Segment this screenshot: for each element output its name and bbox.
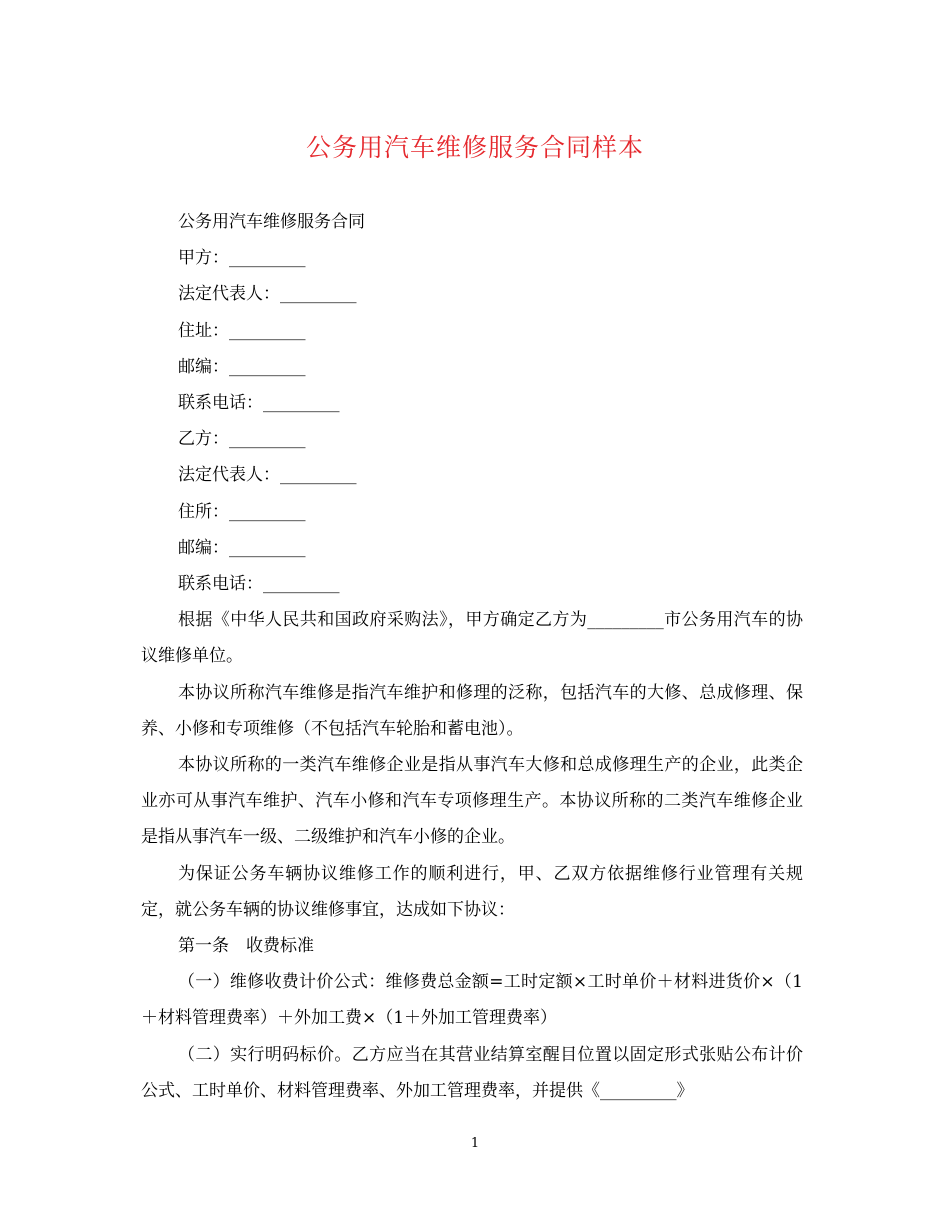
party-b-address-line: 住所：_________ xyxy=(178,501,306,522)
party-b-phone-line: 联系电话：_________ xyxy=(178,574,340,595)
article-paragraph: （一）维修收费计价公式：维修费总金额=工时定额×工时单价＋材料进货价×（1＋材料管理费率）＋外加工费×（1＋外加工管理费率） xyxy=(141,972,803,1029)
party-a-line: 甲方：_________ xyxy=(178,248,306,269)
party-b-postcode-line: 邮编：_________ xyxy=(178,537,306,558)
contract-name-line: 公务用汽车维修服务合同 xyxy=(178,212,365,232)
page-number: 1 xyxy=(470,1136,480,1151)
party-a-postcode-line: 邮编：_________ xyxy=(178,356,306,377)
document-title: 公务用汽车维修服务合同样本 xyxy=(305,133,644,162)
article-paragraph: （二）实行明码标价。乙方应当在其营业结算室醒目位置以固定形式张贴公布计价公式、工时单价、材料管理费率、外加工管理费率，并提供《_________》 xyxy=(141,1044,803,1101)
party-b-line: 乙方：_________ xyxy=(178,429,306,450)
body-paragraph: 为保证公务车辆协议维修工作的顺利进行，甲、乙双方依据维修行业管理有关规定，就公务车辆的协议维修事宜，达成如下协议： xyxy=(141,863,803,920)
body-paragraph: 本协议所称汽车维修是指汽车维护和修理的泛称，包括汽车的大修、总成修理、保养、小修和专项维修（不包括汽车轮胎和蓄电池）。 xyxy=(141,682,803,739)
body-paragraph: 本协议所称的一类汽车维修企业是指从事汽车大修和总成修理生产的企业，此类企业亦可从事汽车维护、汽车小修和汽车专项修理生产。本协议所称的二类汽车维修企业是指从事汽车一级、二级维护和汽车小修的企业。 xyxy=(141,755,803,848)
party-b-representative-line: 法定代表人：_________ xyxy=(178,465,357,486)
party-a-phone-line: 联系电话：_________ xyxy=(178,393,340,414)
document-body xyxy=(141,204,803,1109)
party-a-address-line: 住址：_________ xyxy=(178,320,306,341)
body-paragraph: 根据《中华人民共和国政府采购法》，甲方确定乙方为_________市公务用汽车的协议维修单位。 xyxy=(141,610,803,667)
party-a-representative-line: 法定代表人：_________ xyxy=(178,284,357,305)
article-heading: 第一条 收费标准 xyxy=(178,936,314,957)
